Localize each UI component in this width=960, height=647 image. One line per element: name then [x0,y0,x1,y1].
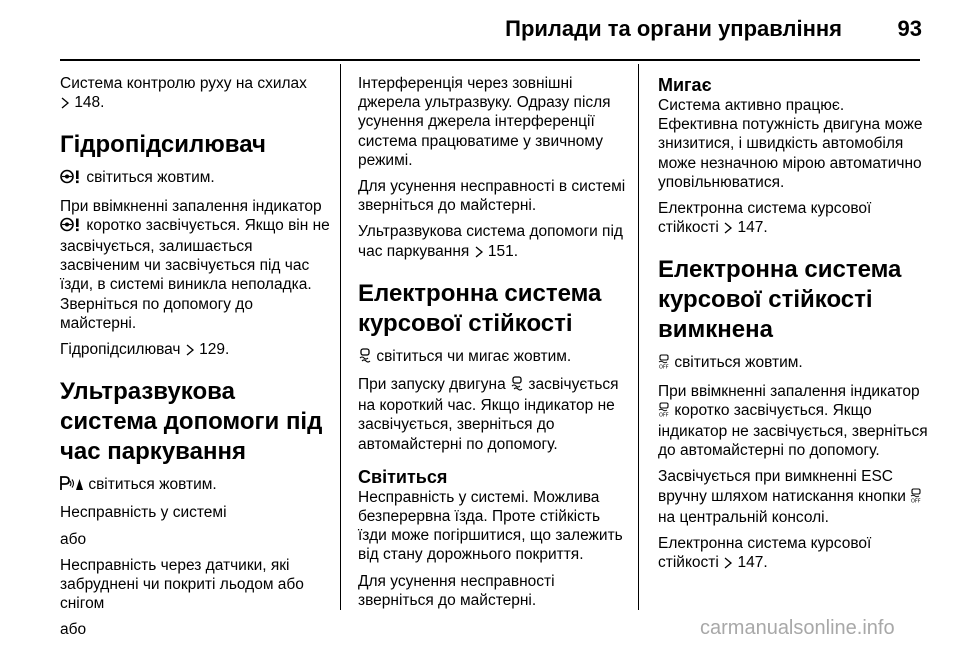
paragraph: Несправність у системі [60,504,227,522]
page-reference[interactable]: 147. [737,554,768,572]
text: світиться жовтим. [674,354,803,372]
esc-off-icon [658,354,670,374]
page-title: Прилади та органи управління [505,16,842,41]
column-3 [658,74,928,581]
esc-off-icon [658,402,670,422]
parking-assist-icon [60,476,84,496]
page-reference[interactable]: 147. [737,219,768,237]
paragraph [658,199,928,239]
status-line [358,347,628,368]
skidding-car-icon [510,376,524,396]
power-steering-warning-icon [60,169,82,189]
text: на центральній консолі. [658,508,829,526]
text: Ультразвукова система допомоги під час паркування [358,223,623,260]
subheading-lit: Світиться [358,466,448,487]
text: Система контролю руху на схилах [60,75,307,92]
text: Електронна система курсової стійкості [658,200,872,237]
header-divider [60,59,920,61]
paragraph: Для усунення несправності зверніться до майстерні. [358,572,555,609]
svg-text:OFF: OFF [911,498,921,503]
svg-text:OFF: OFF [659,364,669,370]
paragraph [658,467,928,527]
heading-parking-assist: Ультразвукова система допомоги під час паркування [60,378,323,466]
power-steering-warning-icon [60,217,82,237]
skidding-car-icon [358,348,372,368]
status-line [658,353,928,374]
page-number: 93 [897,16,922,41]
column-divider-2 [638,64,639,610]
status-line [60,168,330,189]
paragraph [60,74,330,114]
paragraph: Інтерференція через зовнішні джерела ультразвуку. Одразу після усунення джерела інтерференції система працюватиме у звичному режимі. [358,75,611,169]
paragraph [358,222,628,262]
paragraph [658,534,928,574]
text: Гідропідсилювач [60,341,181,359]
paragraph [60,340,330,361]
paragraph: або [60,530,87,548]
text: При ввімкненні запалення індикатор [60,197,322,215]
page-reference-arrow-icon [185,342,195,361]
paragraph: або [60,621,87,639]
subheading-flashing: Мигає [658,75,712,95]
page-reference[interactable]: 151. [487,242,519,260]
heading-esc: Електронна система курсової стійкості [358,279,602,337]
page-reference[interactable]: 148. [74,94,105,112]
page-header [0,0,960,62]
esc-off-icon [910,488,922,508]
heading-power-steering: Гідропідсилювач [60,131,266,159]
text: світиться чи мигає жовтим. [376,347,572,365]
column-2 [358,74,628,617]
status-line [60,475,330,496]
text: коротко засвічується. Якщо індикатор не засвічується, зверніться до автомайстерні по допомогу. [658,401,928,460]
paragraph: Несправність через датчики, які забруднені чи покриті льодом або снігом [60,556,304,613]
text: засвічується на короткий час. Якщо індикатор не засвічується, зверніться до автомайстерні по допомогу. [358,376,619,453]
page-reference-arrow-icon [474,244,484,263]
text: Електронна система курсової стійкості [658,535,872,572]
text: світиться жовтим. [88,476,217,494]
heading-esc-off: Електронна система курсової стійкості вимкнена [658,256,902,344]
text: Засвічується при вимкненні ESC вручну шляхом натискання кнопки [658,468,906,505]
watermark: carmanualsonline.info [700,617,895,639]
paragraph: Система активно працює. [658,97,845,114]
text: При запуску двигуна [358,376,506,394]
paragraph: Ефективна потужність двигуна може знизитися, і швидкість автомобіля може незначною мірою автоматично уповільнюватися. [658,116,923,191]
page-reference-arrow-icon [723,220,733,239]
page-reference-arrow-icon [60,95,70,114]
page-reference-arrow-icon [723,555,733,574]
paragraph [60,197,330,333]
text: При ввімкненні запалення індикатор [658,382,920,400]
text: коротко засвічується. Якщо він не засвічується, залишається засвіченим чи засвічується під час їзди, в системі виникла неполадка. Зверніться по допомогу до майстерні. [60,216,330,332]
paragraph: Для усунення несправності в системі зверніться до майстерні. [358,178,626,215]
paragraph: Несправність у системі. Можлива безперервна їзда. Проте стійкість їзди може погіршитися, що залежить від стану дорожнього покриття. [358,488,623,564]
svg-text:OFF: OFF [659,412,669,417]
paragraph [658,382,928,461]
paragraph [358,375,628,454]
column-1 [60,74,330,647]
text: світиться жовтим. [86,169,215,187]
page-reference[interactable]: 129. [199,341,230,359]
column-divider-1 [340,64,341,610]
